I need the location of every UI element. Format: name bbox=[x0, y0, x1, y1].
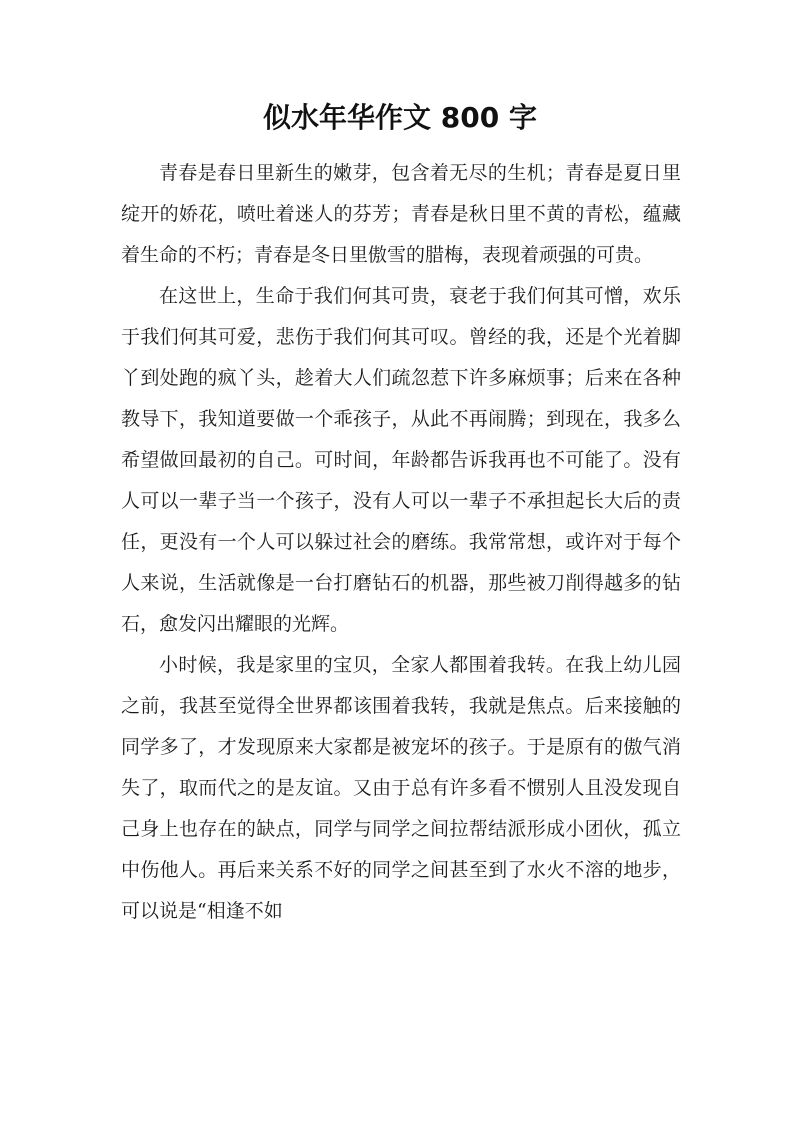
document-title: 似水年华作文 800 字 bbox=[263, 101, 537, 134]
paragraph-1: 青春是春日里新生的嫩芽，包含着无尽的生机；青春是夏日里绽开的娇花，喷吐着迷人的芬芳；青春是秋日里不黄的青松，蕴藏着生命的不朽；青春是冬日里傲雪的腊梅，表现着顽强的可贵。 bbox=[121, 162, 681, 266]
document-body bbox=[121, 153, 681, 932]
paragraph-2: 在这世上，生命于我们何其可贵，衰老于我们何其可憎，欢乐于我们何其可爱，悲伤于我们何其可叹。曾经的我，还是个光着脚丫到处跑的疯丫头，趁着大人们疏忽惹下许多麻烦事；后来在各种教导下，我知道要做一个乖孩子，从此不再闹腾；到现在，我多么希望做回最初的自己。可时间，年龄都告诉我再也不可能了。没有人可以一辈子当一个孩子，没有人可以一辈子不承担起长大后的责任，更没有一个人可以躲过社会的磨练。我常常想，或许对于每个人来说，生活就像是一台打磨钻石的机器，那些被刀削得越多的钻石，愈发闪出耀眼的光辉。 bbox=[121, 285, 681, 635]
paragraph-3: 小时候，我是家里的宝贝，全家人都围着我转。在我上幼儿园之前，我甚至觉得全世界都该围着我转，我就是焦点。后来接触的同学多了，才发现原来大家都是被宠坏的孩子。于是原有的傲气消失了，取而代之的是友谊。又由于总有许多看不惯别人且没发现自己身上也存在的缺点，同学与同学之间拉帮结派形成小团伙，孤立中伤他人。再后来关系不好的同学之间甚至到了水火不溶的地步，可以说是“相逢不如 bbox=[121, 654, 681, 922]
